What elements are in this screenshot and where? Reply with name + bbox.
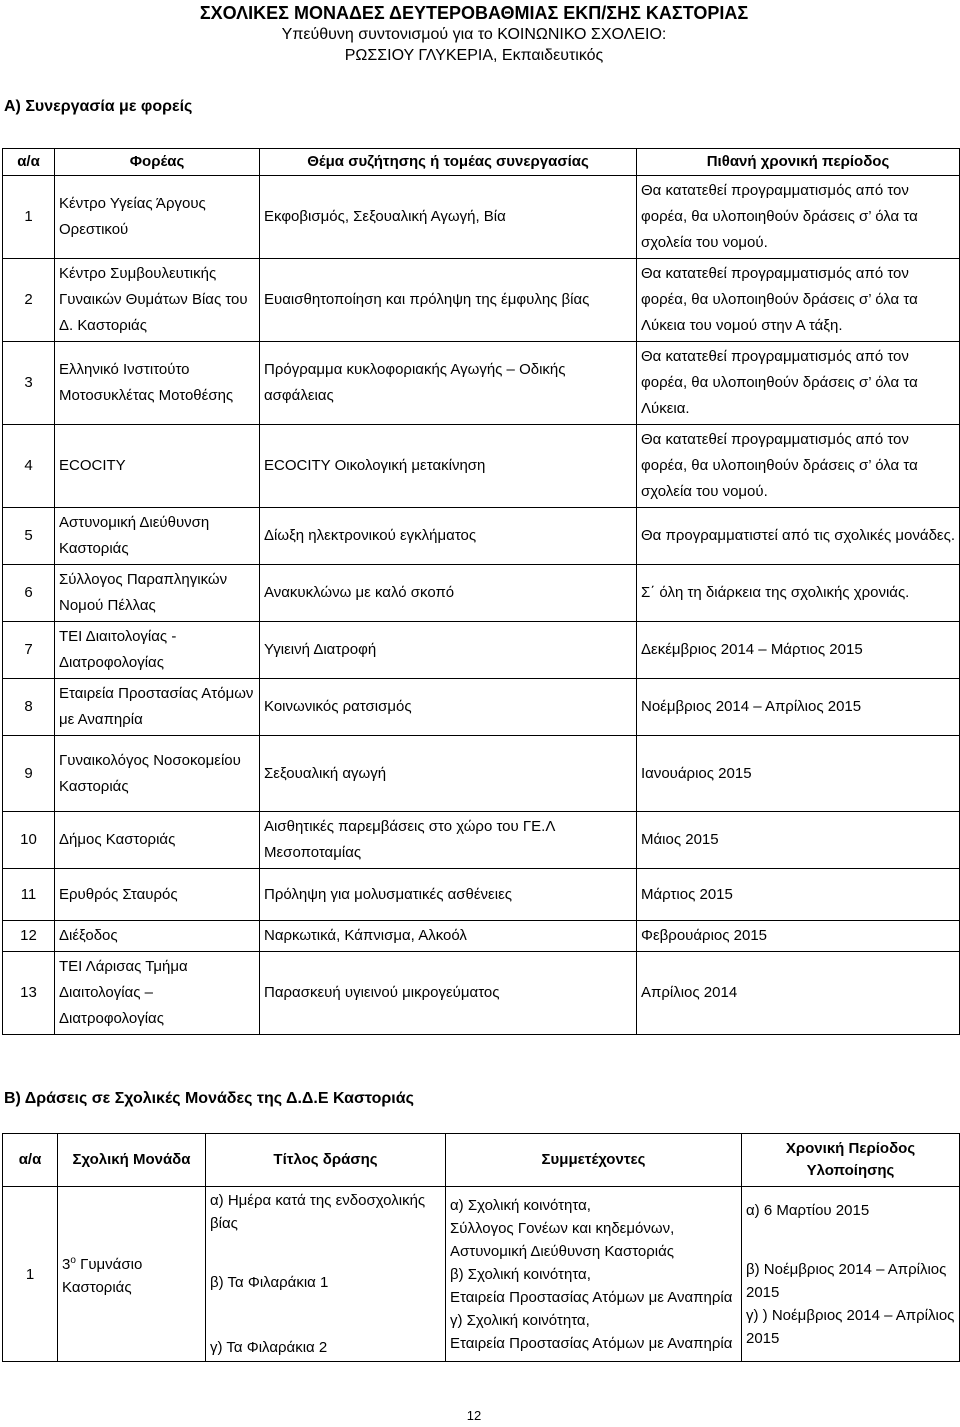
col-header-title: Τίτλος δράσης	[206, 1134, 446, 1187]
participant-line: Αστυνομική Διεύθυνση Καστοριάς	[450, 1242, 675, 1260]
action-titles	[206, 1187, 446, 1362]
period-line: α) 6 Μαρτίου 2015	[746, 1201, 870, 1219]
cooperation-topic: Αισθητικές παρεμβάσεις στο χώρο του ΓΕ.Λ Μεσοποταμίας	[260, 812, 637, 869]
table-row	[3, 869, 960, 921]
action-title: β) Τα Φιλαράκια 1	[210, 1274, 329, 1291]
action-title: α) Ημέρα κατά της ενδοσχολικής βίας	[210, 1192, 426, 1232]
period-line: γ) ) Νοέμβριος 2014 – Απρίλιος 2015	[746, 1306, 955, 1347]
document-subtitle: Υπεύθυνη συντονισμού για το ΚΟΙΝΩΝΙΚΟ ΣΧΟΛΕΙΟ:	[281, 26, 667, 43]
cooperation-table-header	[3, 149, 960, 176]
time-period: Νοέμβριος 2014 – Απρίλιος 2015	[637, 679, 960, 736]
row-no: 5	[3, 508, 55, 565]
agency-name: Ερυθρός Σταυρός	[55, 869, 260, 921]
table-row	[3, 952, 960, 1035]
time-periods	[742, 1187, 960, 1362]
page-number: 12	[466, 1408, 482, 1423]
participant-line: α) Σχολική κοινότητα,	[450, 1196, 591, 1214]
row-no: 9	[3, 736, 55, 812]
time-period: Θα κατατεθεί προγραμματισμός από τον φορέα, θα υλοποιηθούν δράσεις σ’ όλα τα Λύκεια.	[637, 342, 960, 425]
table-row	[3, 812, 960, 869]
agency-name: Κέντρο Υγείας Άργους Ορεστικού	[55, 176, 260, 259]
col-header-time-period: Χρονική Περίοδος Υλοποίησης	[742, 1134, 960, 1187]
col-header-period: Πιθανή χρονική περίοδος	[637, 149, 960, 176]
time-period: Σ΄ όλη τη διάρκεια της σχολικής χρονιάς.	[637, 565, 960, 622]
action-title: γ) Τα Φιλαράκια 2	[210, 1339, 328, 1356]
time-period: Μάιος 2015	[637, 812, 960, 869]
section-b-title: Β) Δράσεις σε Σχολικές Μονάδες της Δ.Δ.Ε Καστοριάς	[4, 1090, 414, 1107]
school-name: $3^o$ Γυμνάσιο Καστοριάς	[58, 1187, 206, 1362]
agency-name: ECOCITY	[55, 425, 260, 508]
row-no: 1	[3, 176, 55, 259]
time-period: Δεκέμβριος 2014 – Μάρτιος 2015	[637, 622, 960, 679]
cooperation-topic: Ευαισθητοποίηση και πρόληψη της έμφυλης βίας	[260, 259, 637, 342]
cooperation-topic: Κοινωνικός ρατσισμός	[260, 679, 637, 736]
participant-line: Σύλλογος Γονέων και κηδεμόνων,	[450, 1219, 675, 1237]
participant-line: γ) Σχολική κοινότητα,	[450, 1311, 590, 1329]
col-header-agency: Φορέας	[55, 149, 260, 176]
school-actions-header	[3, 1134, 960, 1187]
table-row	[3, 176, 960, 259]
time-period: Μάρτιος 2015	[637, 869, 960, 921]
participant-line: Εταιρεία Προστασίας Ατόμων με Αναπηρία	[450, 1288, 733, 1306]
row-no: 2	[3, 259, 55, 342]
responsible-person: ΡΩΣΣΙΟΥ ΓΛΥΚΕΡΙΑ, Εκπαιδευτικός	[344, 47, 604, 64]
time-period: Θα προγραμματιστεί από τις σχολικές μονάδες.	[637, 508, 960, 565]
row-no: 8	[3, 679, 55, 736]
row-no: 13	[3, 952, 55, 1035]
table-row	[3, 425, 960, 508]
participant-line: β) Σχολική κοινότητα,	[450, 1265, 591, 1283]
cooperation-topic: Υγιεινή Διατροφή	[260, 622, 637, 679]
cooperation-topic: Πρόγραμμα κυκλοφοριακής Αγωγής – Οδικής ασφάλειας	[260, 342, 637, 425]
cooperation-topic: Πρόληψη για μολυσματικές ασθένειες	[260, 869, 637, 921]
cooperation-table	[2, 148, 960, 1035]
cooperation-topic: Ανακυκλώνω με καλό σκοπό	[260, 565, 637, 622]
table-row	[3, 508, 960, 565]
col-header-school: Σχολική Μονάδα	[58, 1134, 206, 1187]
table-row	[3, 622, 960, 679]
time-period: Θα κατατεθεί προγραμματισμός από τον φορέα, θα υλοποιηθούν δράσεις σ’ όλα τα Λύκεια του νομού στην Α τάξη.	[637, 259, 960, 342]
row-no: 10	[3, 812, 55, 869]
agency-name: Γυναικολόγος Νοσοκομείου Καστοριάς	[55, 736, 260, 812]
row-no: 1	[3, 1187, 58, 1362]
document-title: ΣΧΟΛΙΚΕΣ ΜΟΝΑΔΕΣ ΔΕΥΤΕΡΟΒΑΘΜΙΑΣ ΕΚΠ/ΣΗΣ ΚΑΣΤΟΡΙΑΣ	[199, 3, 749, 23]
agency-name: Διέξοδος	[55, 921, 260, 952]
table-row	[3, 679, 960, 736]
row-no: 12	[3, 921, 55, 952]
time-period: Απρίλιος 2014	[637, 952, 960, 1035]
row-no: 4	[3, 425, 55, 508]
table-row	[3, 342, 960, 425]
school-actions-table	[2, 1133, 960, 1362]
col-header-no: α/α	[3, 149, 55, 176]
document-header	[0, 2, 948, 66]
cooperation-topic: Ναρκωτικά, Κάπνισμα, Αλκοόλ	[260, 921, 637, 952]
table-row	[3, 736, 960, 812]
table-row	[3, 259, 960, 342]
section-a-title: Α) Συνεργασία με φορείς	[4, 98, 193, 115]
period-line: β) Νοέμβριος 2014 – Απρίλιος 2015	[746, 1260, 947, 1301]
time-period: Ιανουάριος 2015	[637, 736, 960, 812]
table-row	[3, 921, 960, 952]
cooperation-topic: ECOCITY Οικολογική μετακίνηση	[260, 425, 637, 508]
time-period: Θα κατατεθεί προγραμματισμός από τον φορέα, θα υλοποιηθούν δράσεις σ’ όλα τα σχολεία του νομού.	[637, 425, 960, 508]
agency-name: Αστυνομική Διεύθυνση Καστοριάς	[55, 508, 260, 565]
agency-name: Κέντρο Συμβουλευτικής Γυναικών Θυμάτων Βίας του Δ. Καστοριάς	[55, 259, 260, 342]
agency-name: ΤΕΙ Λάρισας Τμήμα Διαιτολογίας – Διατροφολογίας	[55, 952, 260, 1035]
cooperation-topic: Δίωξη ηλεκτρονικού εγκλήματος	[260, 508, 637, 565]
table-row	[3, 1187, 960, 1362]
agency-name: ΤΕΙ Διαιτολογίας - Διατροφολογίας	[55, 622, 260, 679]
cooperation-topic: Παρασκευή υγιεινού μικρογεύματος	[260, 952, 637, 1035]
agency-name: Σύλλογος Παραπληγικών Νομού Πέλλας	[55, 565, 260, 622]
cooperation-topic: Σεξουαλική αγωγή	[260, 736, 637, 812]
cooperation-topic: Εκφοβισμός, Σεξουαλική Αγωγή, Βία	[260, 176, 637, 259]
participant-line: Εταιρεία Προστασίας Ατόμων με Αναπηρία	[450, 1334, 733, 1352]
time-period: Θα κατατεθεί προγραμματισμός από τον φορέα, θα υλοποιηθούν δράσεις σ’ όλα τα σχολεία του νομού.	[637, 176, 960, 259]
participants	[446, 1187, 742, 1362]
row-no: 11	[3, 869, 55, 921]
row-no: 7	[3, 622, 55, 679]
col-header-no: α/α	[3, 1134, 58, 1187]
table-row	[3, 565, 960, 622]
row-no: 3	[3, 342, 55, 425]
col-header-topic: Θέμα συζήτησης ή τομέας συνεργασίας	[260, 149, 637, 176]
agency-name: Εταιρεία Προστασίας Ατόμων με Αναπηρία	[55, 679, 260, 736]
agency-name: Ελληνικό Ινστιτούτο Μοτοσυκλέτας Μοτοθέσης	[55, 342, 260, 425]
col-header-participants: Συμμετέχοντες	[446, 1134, 742, 1187]
row-no: 6	[3, 565, 55, 622]
agency-name: Δήμος Καστοριάς	[55, 812, 260, 869]
time-period: Φεβρουάριος 2015	[637, 921, 960, 952]
